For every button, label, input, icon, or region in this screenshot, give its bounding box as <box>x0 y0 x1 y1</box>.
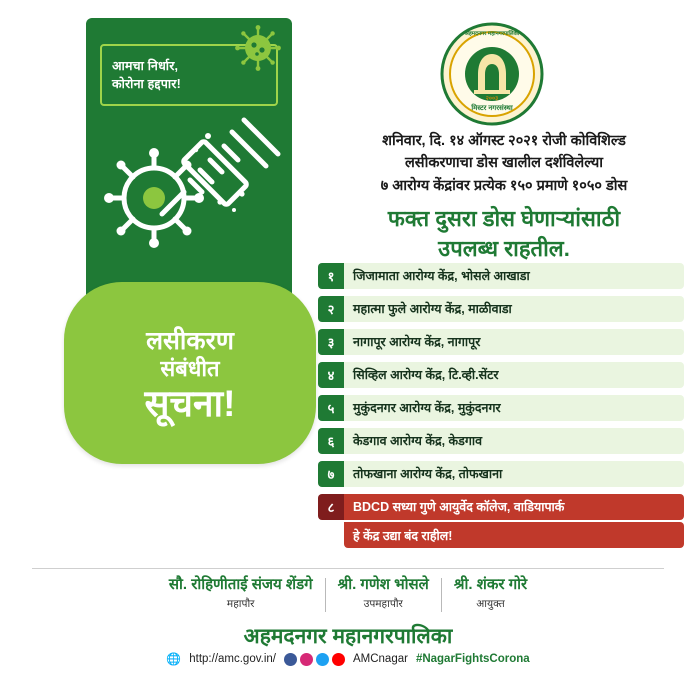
announcement-line-2: लसीकरणाचा डोस खालील दर्शविलेल्या <box>404 155 604 172</box>
list-item-label: मुकुंदनगर आरोग्य केंद्र, मुकुंदनगर <box>344 395 684 421</box>
list-item-label: तोफखाना आरोग्य केंद्र, तोफखाना <box>344 461 684 487</box>
list-item <box>318 328 684 355</box>
list-item-number: ६ <box>318 428 344 454</box>
official-role: आयुक्त <box>476 597 505 610</box>
list-item-label: BDCD सध्या गुणे आयुर्वेद कॉलेज, वाडियापार्क <box>344 494 684 520</box>
website-link[interactable]: http://amc.gov.in/ <box>189 653 276 665</box>
social-icons[interactable] <box>284 653 345 666</box>
announcement-highlight-1: फक्त दुसरा डोस घेणाऱ्यांसाठी <box>387 206 621 232</box>
globe-icon: 🌐 <box>166 652 182 666</box>
officials-row <box>24 576 672 612</box>
list-item-label: केडगाव आरोग्य केंद्र, केडगाव <box>344 428 684 454</box>
svg-text:मिस्टर नगरसंस्था: मिस्टर नगरसंस्था <box>471 105 513 112</box>
list-item <box>318 427 684 454</box>
social-handle[interactable]: AMCnagar <box>352 653 408 665</box>
official-name: सौ. रोहिणीताई संजय शेंडगे <box>168 576 313 593</box>
list-item-number: ४ <box>318 362 344 388</box>
official-deputy-mayor <box>326 576 441 611</box>
list-item <box>318 460 684 487</box>
coronavirus-icon <box>234 24 282 72</box>
list-item <box>318 262 684 289</box>
list-item-label: नागापूर आरोग्य केंद्र, नागापूर <box>344 329 684 355</box>
list-item-number: ३ <box>318 329 344 355</box>
announcement-highlight-2: उपलब्ध राहतील. <box>438 236 570 262</box>
instagram-icon[interactable] <box>300 653 313 666</box>
facebook-icon[interactable] <box>284 653 297 666</box>
notice-card <box>64 282 316 464</box>
list-item-number: ५ <box>318 395 344 421</box>
list-item-closed <box>318 493 684 520</box>
official-role: उपमहापौर <box>363 597 403 610</box>
official-name: श्री. शंकर गोरे <box>453 576 528 593</box>
official-role: महापौर <box>226 597 255 610</box>
svg-text:२००३: २००३ <box>485 96 499 102</box>
official-name: श्री. गणेश भोसले <box>337 576 429 593</box>
announcement-line-3: ७ आरोग्य केंद्रांवर प्रत्येक १५० प्रमाणे १०५० डोस <box>380 177 628 194</box>
campaign-hashtag[interactable]: #NagarFightsCorona <box>415 653 530 665</box>
notice-line-3: सूचना! <box>144 383 236 425</box>
list-item <box>318 394 684 421</box>
list-item <box>318 295 684 322</box>
official-commissioner <box>442 576 539 611</box>
youtube-icon[interactable] <box>332 653 345 666</box>
slogan-line-1: आमचा निर्धार, <box>112 58 179 73</box>
organization-name: अहमदनगर महानगरपालिका <box>243 625 453 648</box>
list-item-label: जिजामाता आरोग्य केंद्र, भोसले आखाडा <box>344 263 684 289</box>
slogan-line-2: कोरोना हद्दपार! <box>112 77 181 91</box>
official-mayor <box>157 576 325 611</box>
notice-line-1: लसीकरण <box>146 327 234 356</box>
list-item-number: ७ <box>318 461 344 487</box>
list-item-number: २ <box>318 296 344 322</box>
announcement-block <box>330 130 678 264</box>
amc-logo <box>440 22 544 126</box>
list-item-label: महात्मा फुले आरोग्य केंद्र, माळीवाडा <box>344 296 684 322</box>
list-item <box>318 361 684 388</box>
contact-bar <box>0 652 696 666</box>
list-item-number: ८ <box>318 494 344 520</box>
closure-note: हे केंद्र उद्या बंद राहील! <box>344 522 684 548</box>
twitter-icon[interactable] <box>316 653 329 666</box>
notice-line-2: संबंधीत <box>160 355 220 381</box>
announcement-line-1: शनिवार, दि. १४ ऑगस्ट २०२१ रोजी कोविशिल्ड <box>382 133 626 149</box>
list-item-number: १ <box>318 263 344 289</box>
slogan-text <box>112 57 181 93</box>
footer-divider <box>32 568 664 569</box>
health-centers-list <box>318 262 684 548</box>
list-item-label: सिव्हिल आरोग्य केंद्र, टि.व्ही.सेंटर <box>344 362 684 388</box>
svg-text:अहमदनगर महानगरपालिका: अहमदनगर महानगरपालिका <box>464 31 520 37</box>
syringe-icon <box>92 106 292 256</box>
